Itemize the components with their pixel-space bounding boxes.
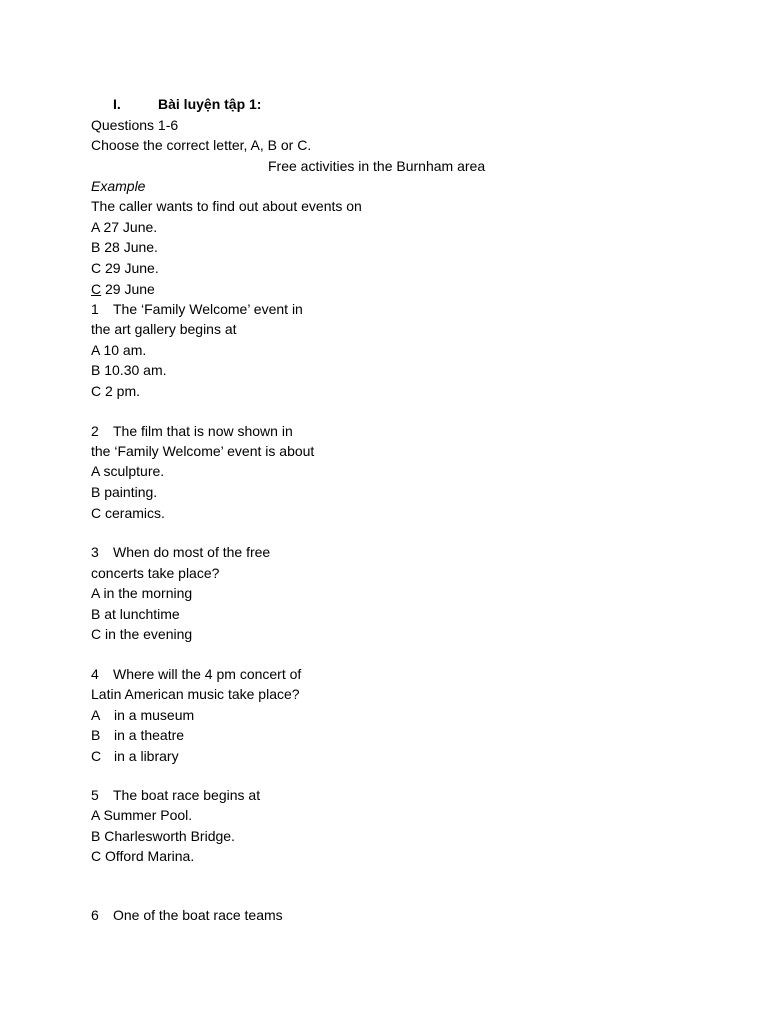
q4-option-b-text: in a theatre — [114, 727, 185, 743]
example-label: Example — [91, 178, 146, 194]
q4-option-c — [91, 746, 179, 766]
q3-number: 3 — [91, 544, 99, 560]
example-answer — [91, 279, 155, 299]
q4-option-c-letter: C — [91, 748, 102, 764]
q5-option-a: A Summer Pool. — [91, 807, 193, 823]
q1-line1 — [91, 299, 303, 319]
example-answer-letter: C — [91, 281, 102, 297]
q6-line1 — [91, 905, 283, 925]
section-number: I. — [113, 96, 121, 112]
questions-range: Questions 1-6 — [91, 117, 179, 133]
q2-option-c: C ceramics. — [91, 505, 165, 521]
q3-option-c: C in the evening — [91, 626, 193, 642]
q5-line1 — [91, 785, 260, 805]
q1-option-c: C 2 pm. — [91, 383, 141, 399]
q6-text-1: One of the boat race teams — [113, 907, 283, 923]
q2-text-1: The film that is now shown in — [113, 423, 293, 439]
q4-text-1: Where will the 4 pm concert of — [113, 666, 302, 682]
q6-number: 6 — [91, 907, 99, 923]
example-answer-text: 29 June — [101, 281, 155, 297]
q5-option-c: C Offord Marina. — [91, 848, 195, 864]
q4-option-a-text: in a museum — [114, 707, 195, 723]
section-title: Bài luyện tập 1: — [158, 96, 262, 112]
example-question: The caller wants to find out about events on — [91, 198, 362, 214]
q3-text-1: When do most of the free — [113, 544, 271, 560]
q1-line2: the art gallery begins at — [91, 321, 237, 337]
q2-line1 — [91, 421, 293, 441]
q2-number: 2 — [91, 423, 99, 439]
q4-line1 — [91, 664, 301, 684]
q4-option-c-text: in a library — [114, 748, 179, 764]
q5-text-1: The boat race begins at — [113, 787, 261, 803]
q3-option-a: A in the morning — [91, 585, 193, 601]
q5-number: 5 — [91, 787, 99, 803]
example-option-c: C 29 June. — [91, 260, 159, 276]
q5-option-b: B Charlesworth Bridge. — [91, 828, 235, 844]
q1-text-1: The ‘Family Welcome’ event in — [113, 301, 303, 317]
q4-option-b — [91, 725, 184, 745]
q4-line2: Latin American music take place? — [91, 686, 300, 702]
q2-line2: the ‘Family Welcome’ event is about — [91, 443, 315, 459]
instruction: Choose the correct letter, A, B or C. — [91, 137, 312, 153]
q3-line2: concerts take place? — [91, 565, 220, 581]
example-option-b: B 28 June. — [91, 239, 158, 255]
q4-option-b-letter: B — [91, 727, 101, 743]
q4-option-a — [91, 705, 194, 725]
q1-number: 1 — [91, 301, 99, 317]
q3-option-b: B at lunchtime — [91, 606, 180, 622]
q2-option-b: B painting. — [91, 484, 158, 500]
example-option-a: A 27 June. — [91, 219, 158, 235]
activity-title: Free activities in the Burnham area — [268, 158, 486, 174]
q1-option-b: B 10.30 am. — [91, 362, 167, 378]
q3-line1 — [91, 542, 270, 562]
q1-option-a: A 10 am. — [91, 342, 147, 358]
q4-option-a-letter: A — [91, 707, 101, 723]
q4-number: 4 — [91, 666, 99, 682]
q2-option-a: A sculpture. — [91, 463, 165, 479]
